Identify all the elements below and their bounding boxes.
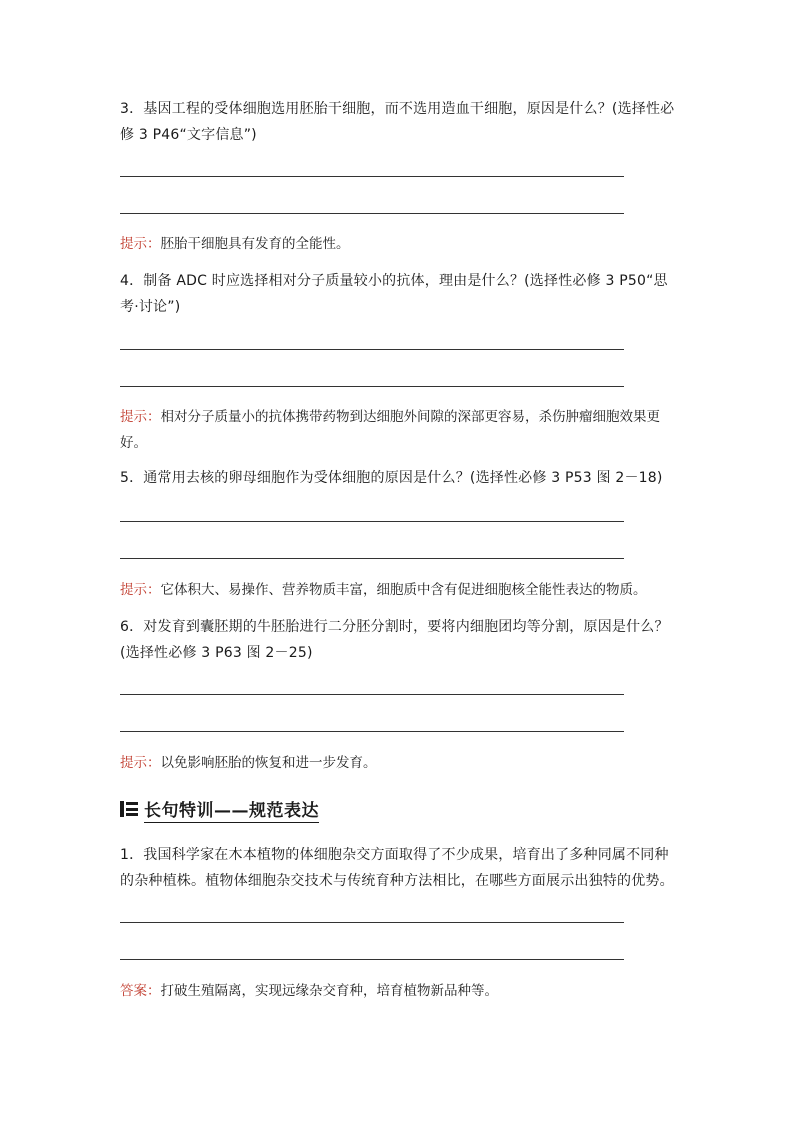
hint-label: 提示： [120,582,161,598]
answer-line[interactable] [120,521,624,522]
hint-5 [120,577,680,603]
answer-line[interactable] [120,694,624,695]
section-bars-icon [120,801,138,817]
hint-6 [120,750,680,776]
answer-line[interactable] [120,349,624,350]
hint-text: 胚胎干细胞具有发育的全能性。 [160,236,350,252]
question-4 [120,268,678,320]
hint-text: 相对分子质量小的抗体携带药物到达细胞外间隙的深部更容易，杀伤肿瘤细胞效果更好。 [120,409,660,451]
answer-line[interactable] [120,731,624,732]
question-3 [120,96,678,148]
hint-label: 提示： [120,236,161,252]
hint-label: 提示： [120,409,161,425]
answer-line[interactable] [120,386,624,387]
hint-label: 提示： [120,755,161,771]
question-4-text: 4．制备 ADC 时应选择相对分子质量较小的抗体，理由是什么？(选择性必修 3 P50“思考·讨论”) [120,273,668,315]
answer-1 [120,978,680,1004]
answer-line[interactable] [120,922,624,923]
long-question-1 [120,842,678,894]
section-header [120,796,319,822]
answer-line[interactable] [120,558,624,559]
answer-line[interactable] [120,176,624,177]
question-5 [120,465,678,491]
long-question-1-text: 1．我国科学家在木本植物的体细胞杂交方面取得了不少成果，培育出了多种同属不同种的杂种植株。植物体细胞杂交技术与传统育种方法相比，在哪些方面展示出独特的优势。 [120,847,674,889]
question-6 [120,614,678,666]
answer-line[interactable] [120,959,624,960]
answer-line[interactable] [120,213,624,214]
question-3-text: 3．基因工程的受体细胞选用胚胎干细胞，而不选用造血干细胞，原因是什么？(选择性必修 3 P46“文字信息”) [120,101,675,143]
section-title: 长句特训——规范表达 [144,796,319,823]
question-6-text: 6．对发育到囊胚期的牛胚胎进行二分胚分割时，要将内细胞团均等分割，原因是什么？(选择性必修 3 P63 图 2－25) [120,619,669,661]
hint-text: 以免影响胚胎的恢复和进一步发育。 [160,755,377,771]
hint-text: 它体积大、易操作、营养物质丰富，细胞质中含有促进细胞核全能性表达的物质。 [160,582,647,598]
hint-3 [120,231,680,257]
question-5-text: 5．通常用去核的卵母细胞作为受体细胞的原因是什么？(选择性必修 3 P53 图 2－18) [120,470,663,486]
answer-label: 答案： [120,983,161,999]
answer-text: 打破生殖隔离，实现远缘杂交育种，培育植物新品种等。 [160,983,498,999]
hint-4 [120,404,680,456]
